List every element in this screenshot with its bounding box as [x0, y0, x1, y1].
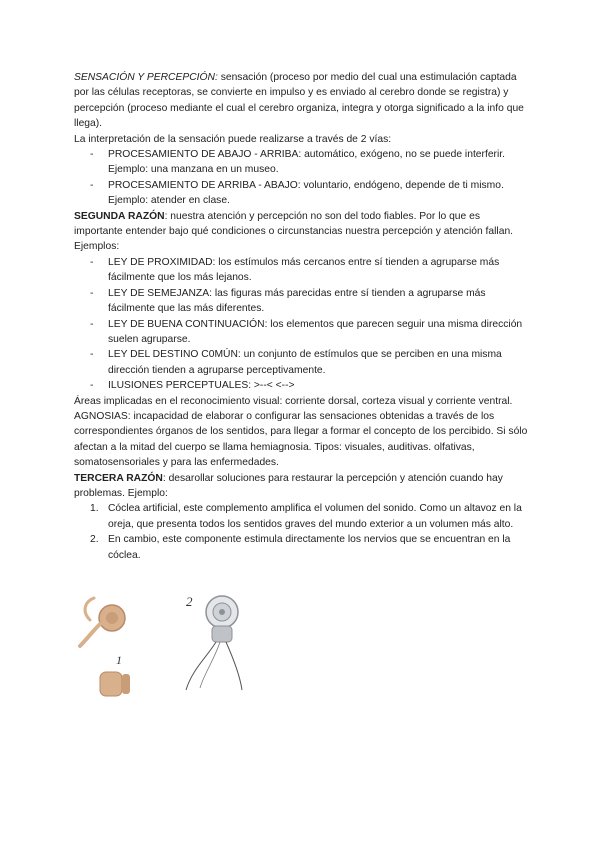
list-item-text: En cambio, este componente estimula directamente los nervios que se encuentran en la cóclea. [108, 534, 511, 561]
second-reason-heading: SEGUNDA RAZÓN [74, 210, 165, 222]
hearing-aid-icon [80, 598, 130, 696]
areas-paragraph: Áreas implicadas en el reconocimiento visual: corriente dorsal, corteza visual y corriente ventral. [74, 395, 513, 407]
figure-label-2: 2 [186, 594, 193, 609]
device-figures [74, 588, 274, 703]
list-item: - LEY DE PROXIMIDAD: los estímulos más cercanos entre sí tienden a agruparse más fácilmente que los más lejanos. [74, 255, 530, 286]
document-page [74, 70, 530, 563]
list-number: 1. [90, 503, 99, 515]
intro-paragraph [74, 70, 530, 132]
list-item-text: Cóclea artificial, este complemento amplifica el volumen del sonido. Como un altavoz en la oreja, que presenta todos los sentidos graves del mundo exterior a un volumen más alto. [108, 503, 522, 530]
interpretation-text: La interpretación de la sensación puede realizarse a través de 2 vías: [74, 133, 392, 145]
third-reason-list [74, 501, 530, 563]
intro-text: sensación (proceso por medio del cual una estimulación captada por las células receptoras, se convierte en impulso y es enviado al cerebro donde se registra) y percepción (proceso mediante el cual el cerebro organiza, integra y otorga significado a la info que llega). [74, 72, 524, 130]
agnosias-paragraph: AGNOSIAS: incapacidad de elaborar o configurar las sensaciones obtenidas a través de los correspondientes órganos de los sentidos, para llegar a formar el concepto de los percibido. Si sólo afectan a la mitad del cuerpo se llama hemiagnosia. Tipos: visuales, auditivas. olfativas, somatosensoriales y para las enfermedades. [74, 410, 528, 469]
list-item: - PROCESAMIENTO DE ABAJO - ARRIBA: automático, exógeno, no se puede interferir. Ejemplo: una manzana en un museo. [74, 147, 530, 178]
interpretation-list [74, 147, 530, 209]
third-reason-heading: TERCERA RAZÓN [74, 472, 163, 484]
figures-svg [74, 588, 274, 703]
second-reason-paragraph [74, 209, 530, 255]
list-item: - LEY DE BUENA CONTINUACIÓN: los elementos que parecen seguir una misma dirección suelen agruparse. [74, 317, 530, 348]
list-item: - LEY DE SEMEJANZA: las figuras más parecidas entre sí tienden a agruparse más fácilmente que las más diferentes. [74, 286, 530, 317]
list-item: - PROCESAMIENTO DE ARRIBA - ABAJO: voluntario, endógeno, depende de ti mismo. Ejemplo: atender en clase. [74, 178, 530, 209]
list-item: - LEY DEL DESTINO C0MÚN: un conjunto de estímulos que se perciben en una misma dirección tienden a agruparse perceptivamente. [74, 347, 530, 378]
figure-label-1: 1 [116, 653, 122, 667]
list-item [74, 501, 530, 532]
third-reason-text: : desarollar soluciones para restaurar la percepción y atención cuando hay problemas. Ejemplo: [74, 472, 503, 499]
list-number: 2. [90, 534, 99, 546]
list-item [74, 532, 530, 563]
list-item: - ILUSIONES PERCEPTUALES: >--< <--> [74, 378, 530, 393]
intro-heading: SENSACIÓN Y PERCEPCIÓN: [74, 72, 218, 83]
second-reason-text: : nuestra atención y percepción no son del todo fiables. Por lo que es importante entender bajo qué condiciones o circunstancias nuestra percepción y atención fallan. Ejemplos: [74, 210, 514, 253]
cochlear-implant-icon [186, 596, 242, 690]
gestalt-laws-list [74, 255, 530, 394]
third-reason-paragraph [74, 471, 530, 502]
